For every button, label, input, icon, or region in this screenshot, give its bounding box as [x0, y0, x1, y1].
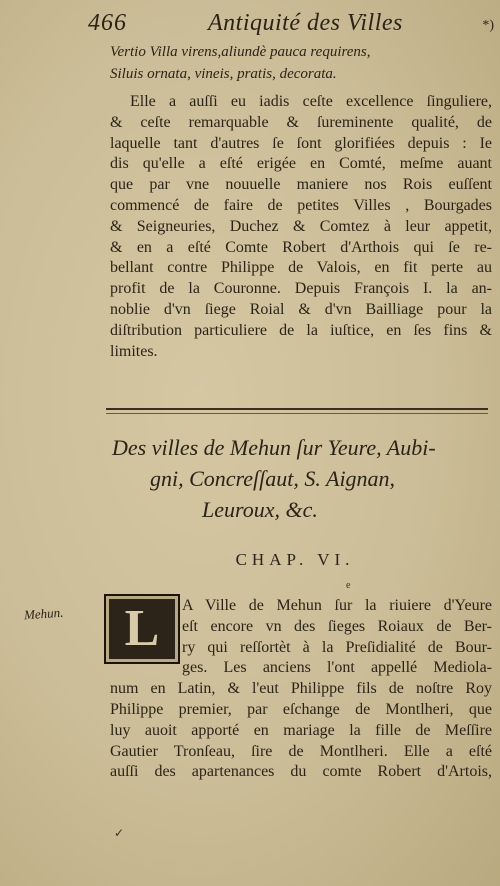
paragraph-line: diſtribution particuliere de la iuſtice, en ſes fins & — [110, 321, 492, 339]
paragraph-line: noblie d'vn ſiege Roial & d'vn Bailliage pour la — [110, 300, 492, 318]
section-divider-thin — [106, 413, 488, 414]
verse-line-2: Siluis ornata, vineis, pratis, decorata. — [110, 66, 337, 82]
chapter-heading — [0, 550, 500, 570]
paragraph-line: & ceſte remarquable & ſureminente qualité, de — [110, 113, 492, 131]
paragraph-line: dis qu'elle a eſté erigée en Comté, meſme auant — [110, 155, 492, 173]
decorated-initial-letter: L — [124, 600, 160, 657]
ink-mark: ✓ — [114, 826, 125, 840]
paragraph-line: commencé de faire de petites Villes , Bourgades — [110, 196, 492, 214]
section-divider — [106, 408, 488, 410]
paragraph-line: eſt encore vn des ſieges Roiaux de Ber- — [182, 617, 492, 635]
section-title-line: gni, Concreſſaut, S. Aignan, — [150, 466, 396, 491]
paragraph-line: Elle a auſſi eu iadis ceſte excellence ſinguliere, — [130, 93, 492, 110]
paragraph-line: Gautier Tronſeau, ſire de Montlheri. Elle a eſté — [110, 742, 492, 760]
paragraph-line: & en a eſté Comte Robert d'Arthois qui ſe re- — [110, 238, 492, 256]
paragraph-2 — [110, 596, 492, 783]
corner-mark: *) — [482, 18, 494, 33]
paragraph-line: profit de la Couronne. Depuis François I. la an- — [110, 280, 492, 298]
paragraph-line: num en Latin, & l'eut Philippe fils de noſtre Roy — [110, 680, 492, 698]
paragraph-line: auſſi des apartenances du comte Robert d'Artois, — [110, 763, 492, 781]
paragraph-1 — [110, 92, 492, 362]
paragraph-line: ges. Les anciens l'ont appellé Mediola- — [182, 659, 492, 677]
page-header — [88, 8, 494, 42]
paragraph-line: ry qui reſſortèt à la Preſidialité de Bour- — [182, 638, 492, 656]
paragraph-line: & Seigneuries, Duchez & Comtez à leur appetit, — [110, 217, 492, 235]
paragraph-line: laquelle tant d'autres ſe ſont glorifiées depuis : Ie — [110, 134, 492, 152]
paragraph-line: Philippe premier, par eſchange de Montlheri, que — [110, 700, 492, 718]
paragraph-line: que par vne nouuelle maniere nos Rois euſſent — [110, 176, 492, 194]
paragraph-line: A Ville de Mehun ſur la riuiere d'Yeure — [182, 597, 492, 614]
section-title — [112, 432, 492, 525]
verse-line-1: Vertio Villa virens,aliundè pauca requirens, — [110, 44, 371, 60]
ink-mark-small: e — [346, 580, 351, 591]
page-number: 466 — [88, 10, 127, 36]
section-title-line: Des villes de Mehun ſur Yeure, Aubi- — [112, 435, 436, 460]
margin-note: Mehun. — [23, 604, 64, 623]
chapter-label: CHAP. VI. — [235, 550, 355, 569]
paragraph-line: luy auoit apporté en mariage la fille de Meſſire — [110, 721, 492, 739]
paragraph-line: bellant contre Philippe de Valois, en fit perte au — [110, 259, 492, 277]
paragraph-line: limites. — [110, 342, 158, 360]
section-title-line: Leuroux, &c. — [202, 497, 318, 522]
running-title: Antiquité des Villes — [208, 10, 403, 36]
